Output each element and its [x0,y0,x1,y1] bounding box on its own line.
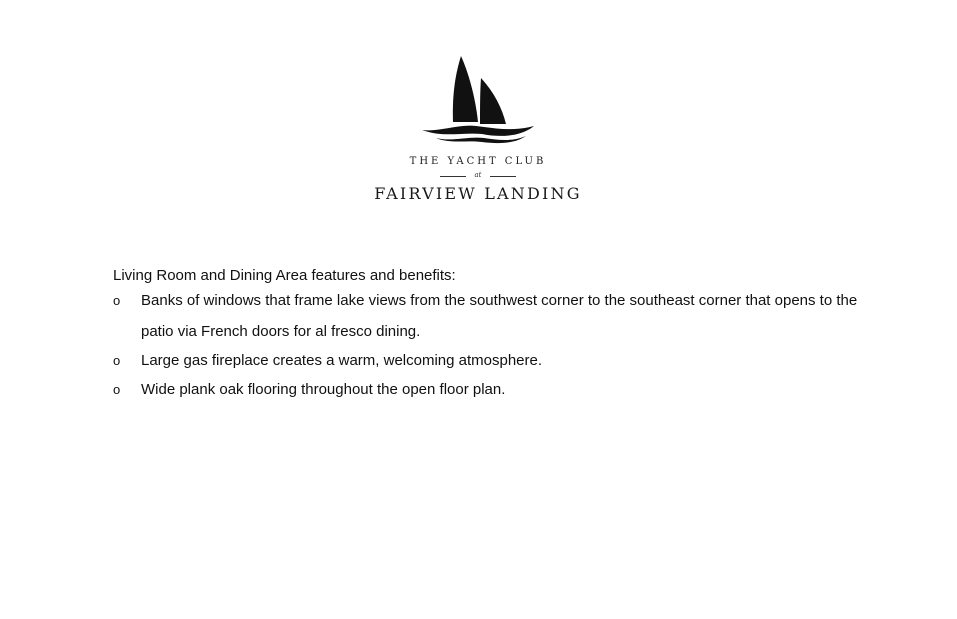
divider-rule-right [490,176,516,177]
list-item-text: Wide plank oak flooring throughout the open floor plan. [141,381,506,398]
bullet-marker: o [113,293,121,308]
list-item-text: Banks of windows that frame lake views from the southwest corner to the southeast corner that opens to the patio via French doors for al fresco dining. [141,292,858,340]
features-list [113,285,893,405]
logo-line1: THE YACHT CLUB [409,156,547,167]
yacht-club-logo [370,52,586,212]
list-item [113,285,893,347]
bullet-marker: o [113,382,121,397]
sailboat-icon [418,52,538,144]
section-heading: Living Room and Dining Area features and benefits: [113,267,456,284]
features-section [113,265,893,405]
logo-at: at [474,171,482,179]
logo-divider [438,171,518,181]
list-item [113,345,893,376]
bullet-marker: o [113,353,121,368]
logo-line2: FAIRVIEW LANDING [374,184,582,203]
list-item [113,374,893,405]
list-item-text: Large gas fireplace creates a warm, welcoming atmosphere. [141,352,543,369]
